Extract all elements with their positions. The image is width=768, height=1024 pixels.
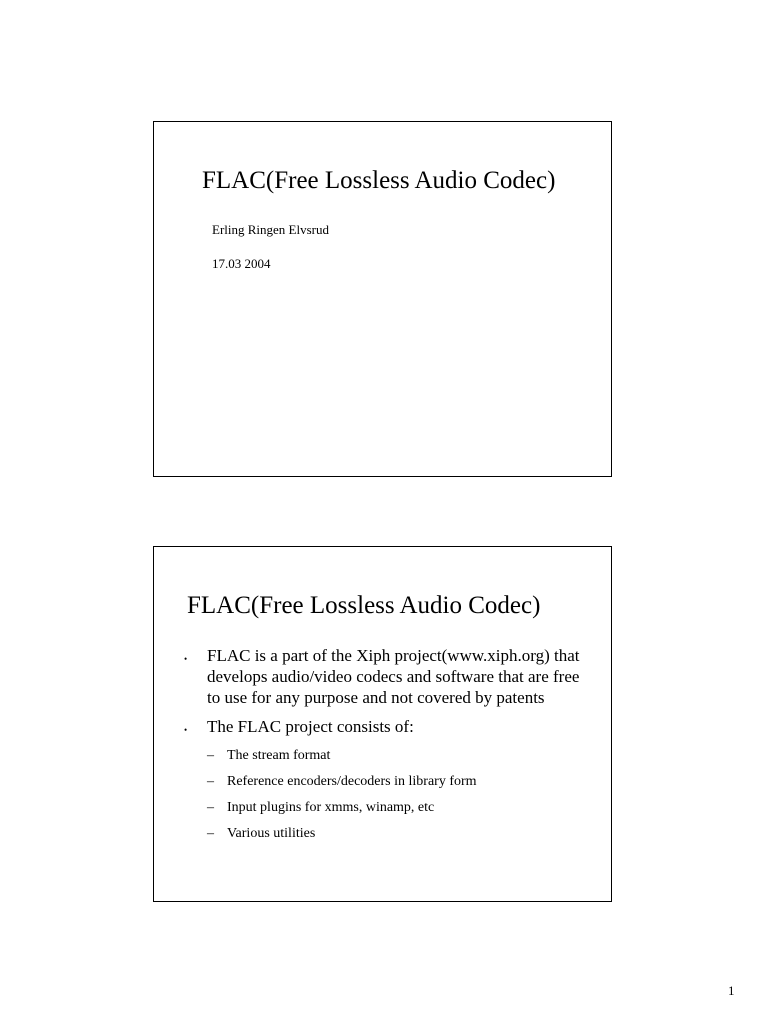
sub-bullet-list	[207, 747, 594, 842]
page-number: 1	[728, 983, 735, 998]
sub-bullet-item	[207, 799, 594, 816]
sub-bullet-marker: –	[207, 826, 214, 841]
sub-bullet-text: Various utilities	[227, 826, 316, 841]
sub-bullet-text: The stream format	[227, 748, 331, 763]
slide-1-author: Erling Ringen Elvsrud	[212, 222, 329, 237]
sub-bullet-item	[207, 747, 594, 764]
bullet-marker: •	[184, 725, 188, 735]
bullet-marker: •	[184, 654, 188, 664]
slide-1	[153, 121, 612, 477]
sub-bullet-text: Input plugins for xmms, winamp, etc	[227, 800, 435, 815]
slide-2	[153, 546, 612, 902]
sub-bullet-marker: –	[207, 800, 214, 815]
bullet-list	[184, 645, 594, 851]
slide-1-date: 17.03 2004	[212, 256, 271, 271]
bullet-item	[184, 645, 594, 708]
slide-1-title: FLAC(Free Lossless Audio Codec)	[202, 167, 556, 194]
bullet-text: FLAC is a part of the Xiph project(www.xiph.org) that develops audio/video codecs and software that are free to use for any purpose and not covered by patents	[207, 646, 580, 707]
bullet-text: The FLAC project consists of:	[207, 717, 414, 736]
sub-bullet-item	[207, 825, 594, 842]
sub-bullet-marker: –	[207, 748, 214, 763]
sub-bullet-text: Reference encoders/decoders in library form	[227, 774, 477, 789]
sub-bullet-item	[207, 773, 594, 790]
bullet-item	[184, 716, 594, 842]
slide-2-title: FLAC(Free Lossless Audio Codec)	[187, 592, 541, 619]
sub-bullet-marker: –	[207, 774, 214, 789]
